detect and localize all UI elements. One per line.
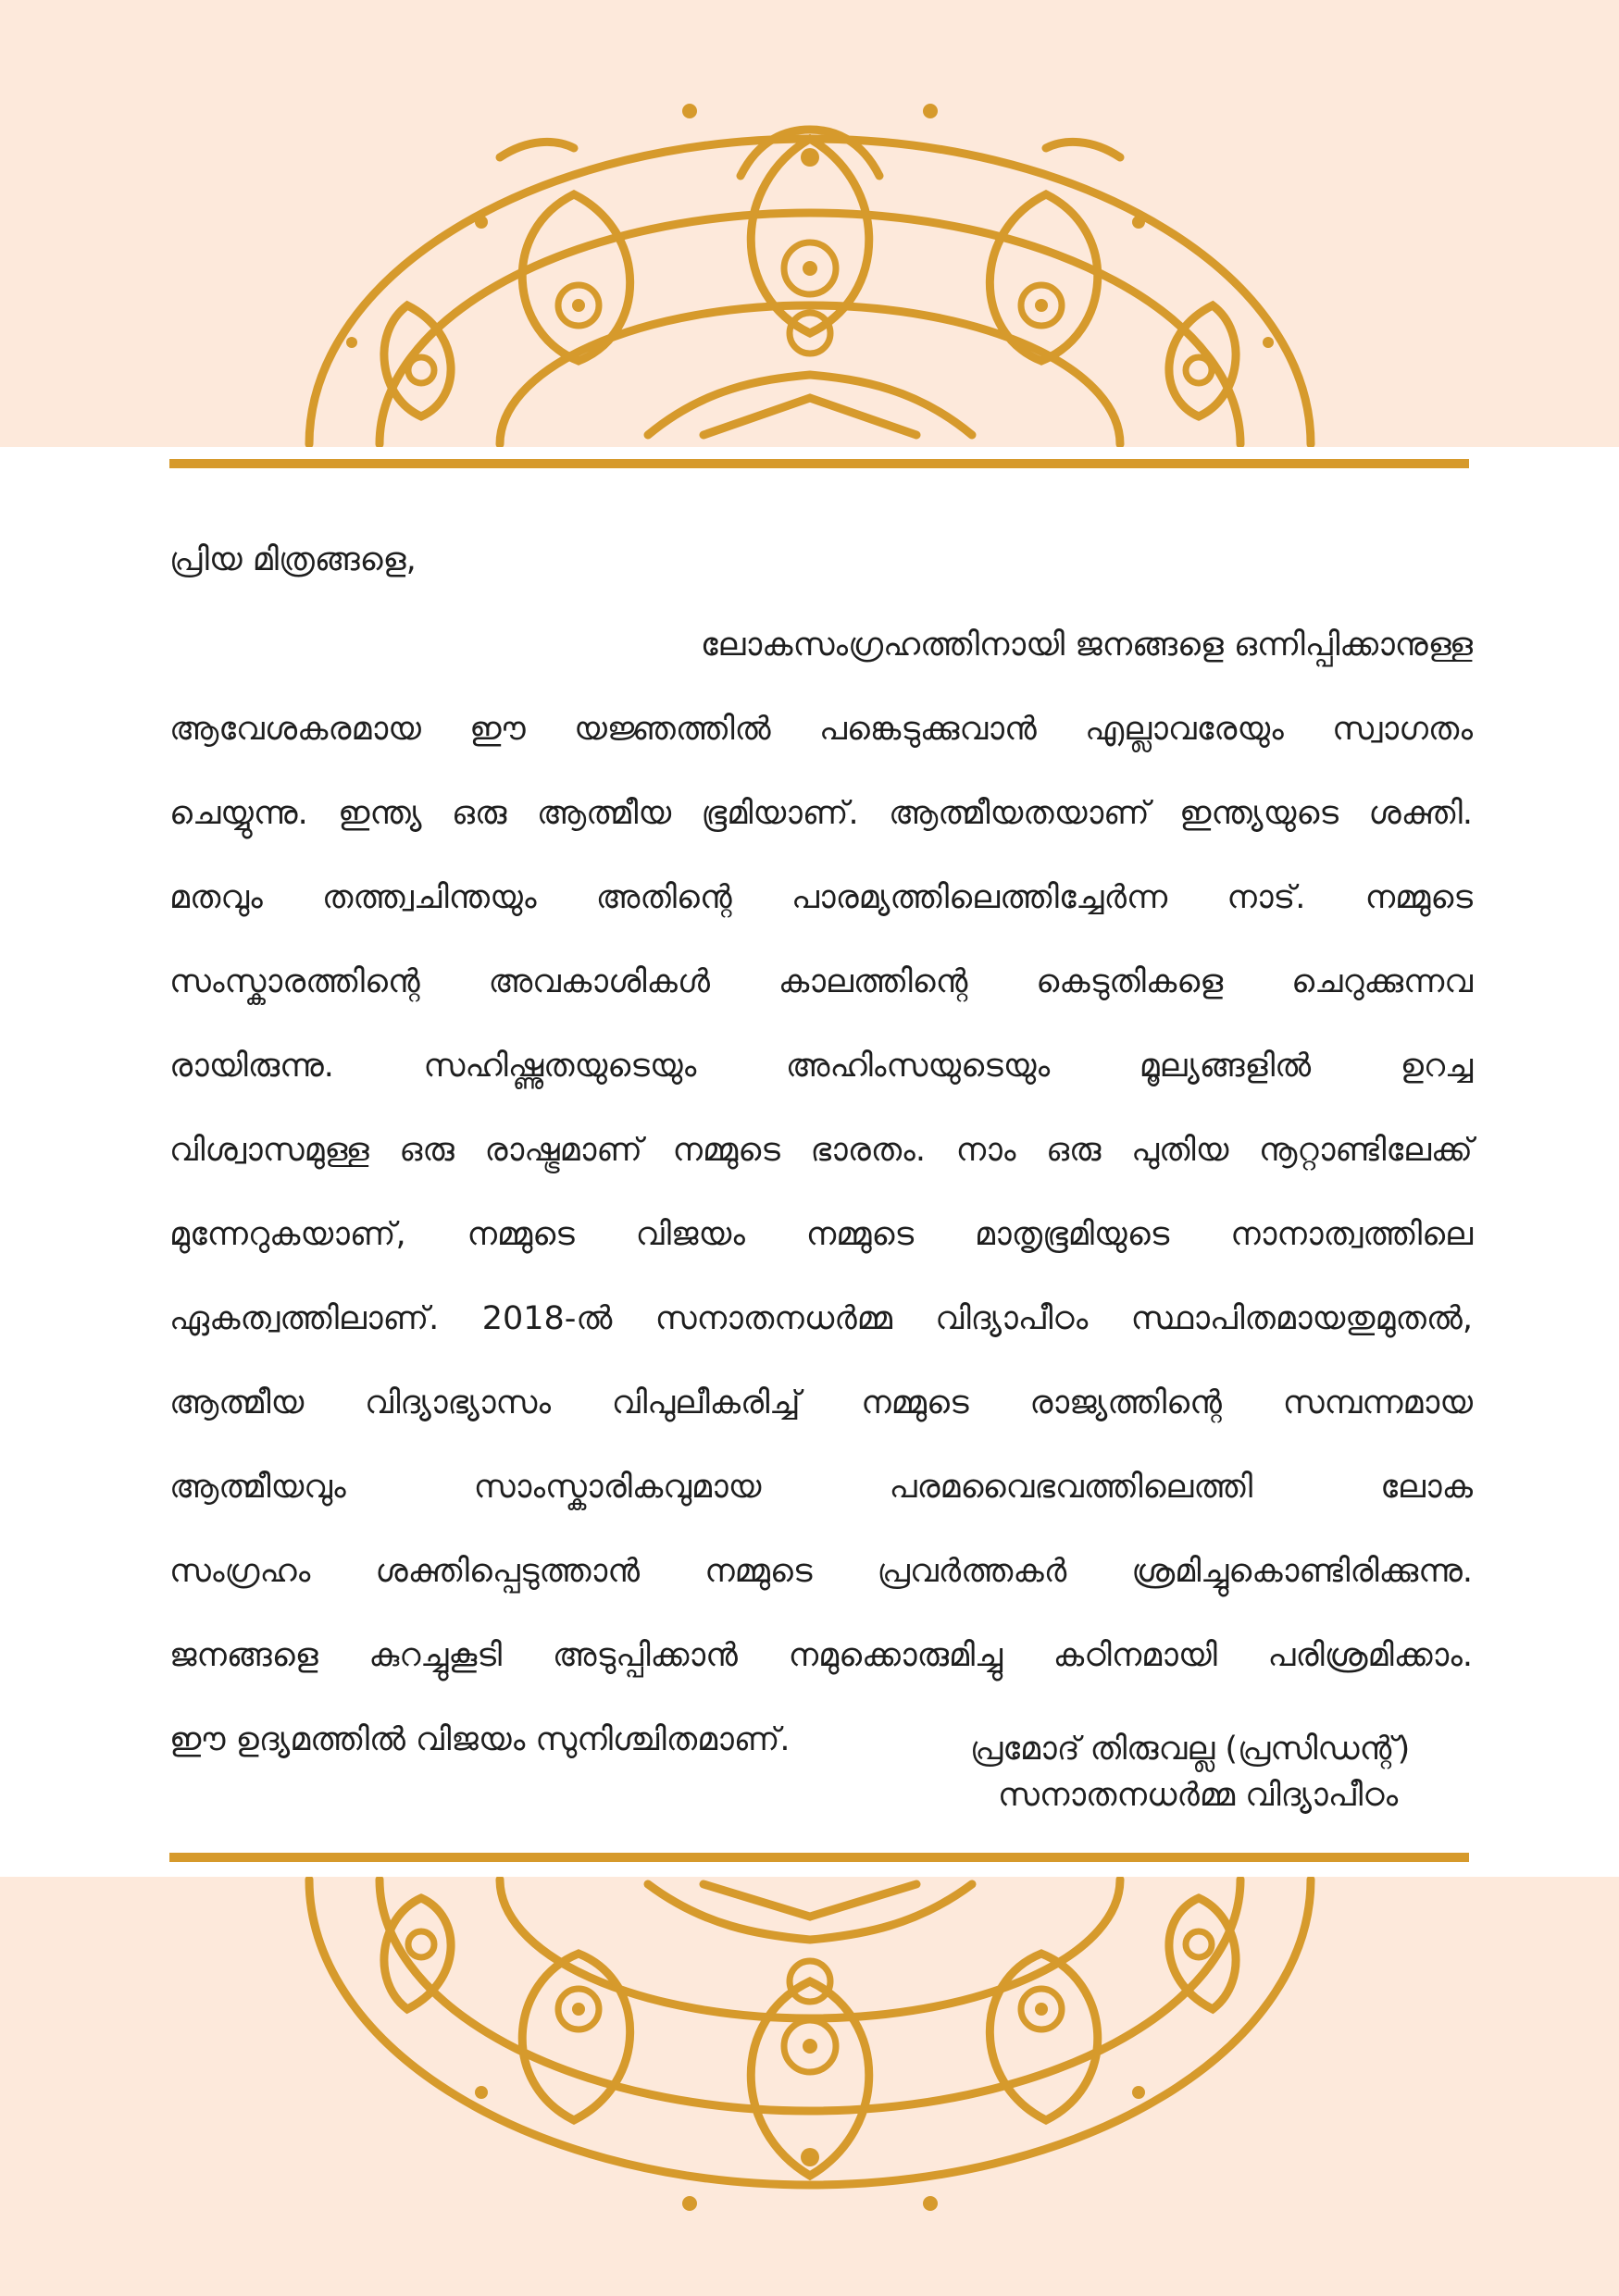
- letter-line: സംസ്കാരത്തിന്റെ അവകാശികൾ കാലത്തിന്റെ കെടുതികളെ ചെറുക്കുന്നവ: [169, 963, 1473, 1000]
- letter-body: [169, 532, 1473, 1796]
- letter-line: ജനങ്ങളെ കുറച്ചുകൂടി അടുപ്പിക്കാൻ നമുക്കൊരുമിച്ചു കഠിനമായി പരിശ്രമിക്കാം.: [169, 1637, 1473, 1674]
- letter-line: ലോകസംഗ്രഹത്തിനായി ജനങ്ങളെ ഒന്നിപ്പിക്കാനുള്ള: [700, 627, 1473, 664]
- letter-line: ചെയ്യുന്നു. ഇന്ത്യ ഒരു ആത്മീയ ഭൂമിയാണ്. ആത്മീയതയാണ് ഇന്ത്യയുടെ ശക്തി.: [169, 795, 1473, 832]
- letter-line: വിശ്വാസമുള്ള ഒരു രാഷ്ട്രമാണ് നമ്മുടെ ഭാരതം. നാം ഒരു പുതിയ നൂറ്റാണ്ടിലേക്ക്: [169, 1132, 1473, 1169]
- letter-line: ആത്മീയ വിദ്യാഭ്യാസം വിപുലീകരിച്ച് നമ്മുടെ രാജ്യത്തിന്റെ സമ്പന്നമായ: [169, 1384, 1473, 1421]
- letter-line: മുന്നേറുകയാണ്, നമ്മുടെ വിജയം നമ്മുടെ മാതൃഭൂമിയുടെ നാനാത്വത്തിലെ: [169, 1216, 1473, 1253]
- bottom-gold-divider: [169, 1853, 1469, 1862]
- letter-line: മതവും തത്ത്വചിന്തയും അതിന്റെ പാരമ്യത്തിലെത്തിച്ചേർന്ന നാട്. നമ്മുടെ: [169, 879, 1473, 916]
- signatory-name: പ്രമോദ് തിരുവല്ല (പ്രസിഡന്റ്): [970, 1731, 1411, 1768]
- bottom-mandala-ornament: [0, 1877, 1619, 2296]
- letter-paragraph: [169, 617, 1473, 1796]
- top-gold-divider: [169, 459, 1469, 468]
- organization-name: സനാതനധർമ്മ വിദ്യാപീഠം: [998, 1777, 1399, 1814]
- letter-line: ഏകത്വത്തിലാണ്. 2018-ൽ സനാതനധർമ്മ വിദ്യാപീഠം സ്ഥാപിതമായതുമുതൽ,: [169, 1300, 1473, 1337]
- top-mandala-ornament: [0, 0, 1619, 447]
- letter-line: രായിരുന്നു. സഹിഷ്ണുതയുടെയും അഹിംസയുടെയും മൂല്യങ്ങളിൽ ഉറച്ച: [169, 1048, 1473, 1085]
- signature-block: [833, 1726, 1481, 1818]
- letter-line: സംഗ്രഹം ശക്തിപ്പെടുത്താൻ നമ്മുടെ പ്രവർത്തകർ ശ്രമിച്ചുകൊണ്ടിരിക്കുന്നു.: [169, 1553, 1473, 1590]
- salutation: പ്രിയ മിത്രങ്ങളെ,: [169, 541, 417, 578]
- letter-line: ഈ ഉദ്യമത്തിൽ വിജയം സുനിശ്ചിതമാണ്.: [169, 1721, 791, 1758]
- letter-line: ആത്മീയവും സാംസ്കാരികവുമായ പരമവൈഭവത്തിലെത്തി ലോക: [169, 1469, 1473, 1506]
- letter-line: ആവേശകരമായ ഈ യജ്ഞത്തിൽ പങ്കെടുക്കുവാൻ എല്ലാവരേയും സ്വാഗതം: [169, 711, 1473, 748]
